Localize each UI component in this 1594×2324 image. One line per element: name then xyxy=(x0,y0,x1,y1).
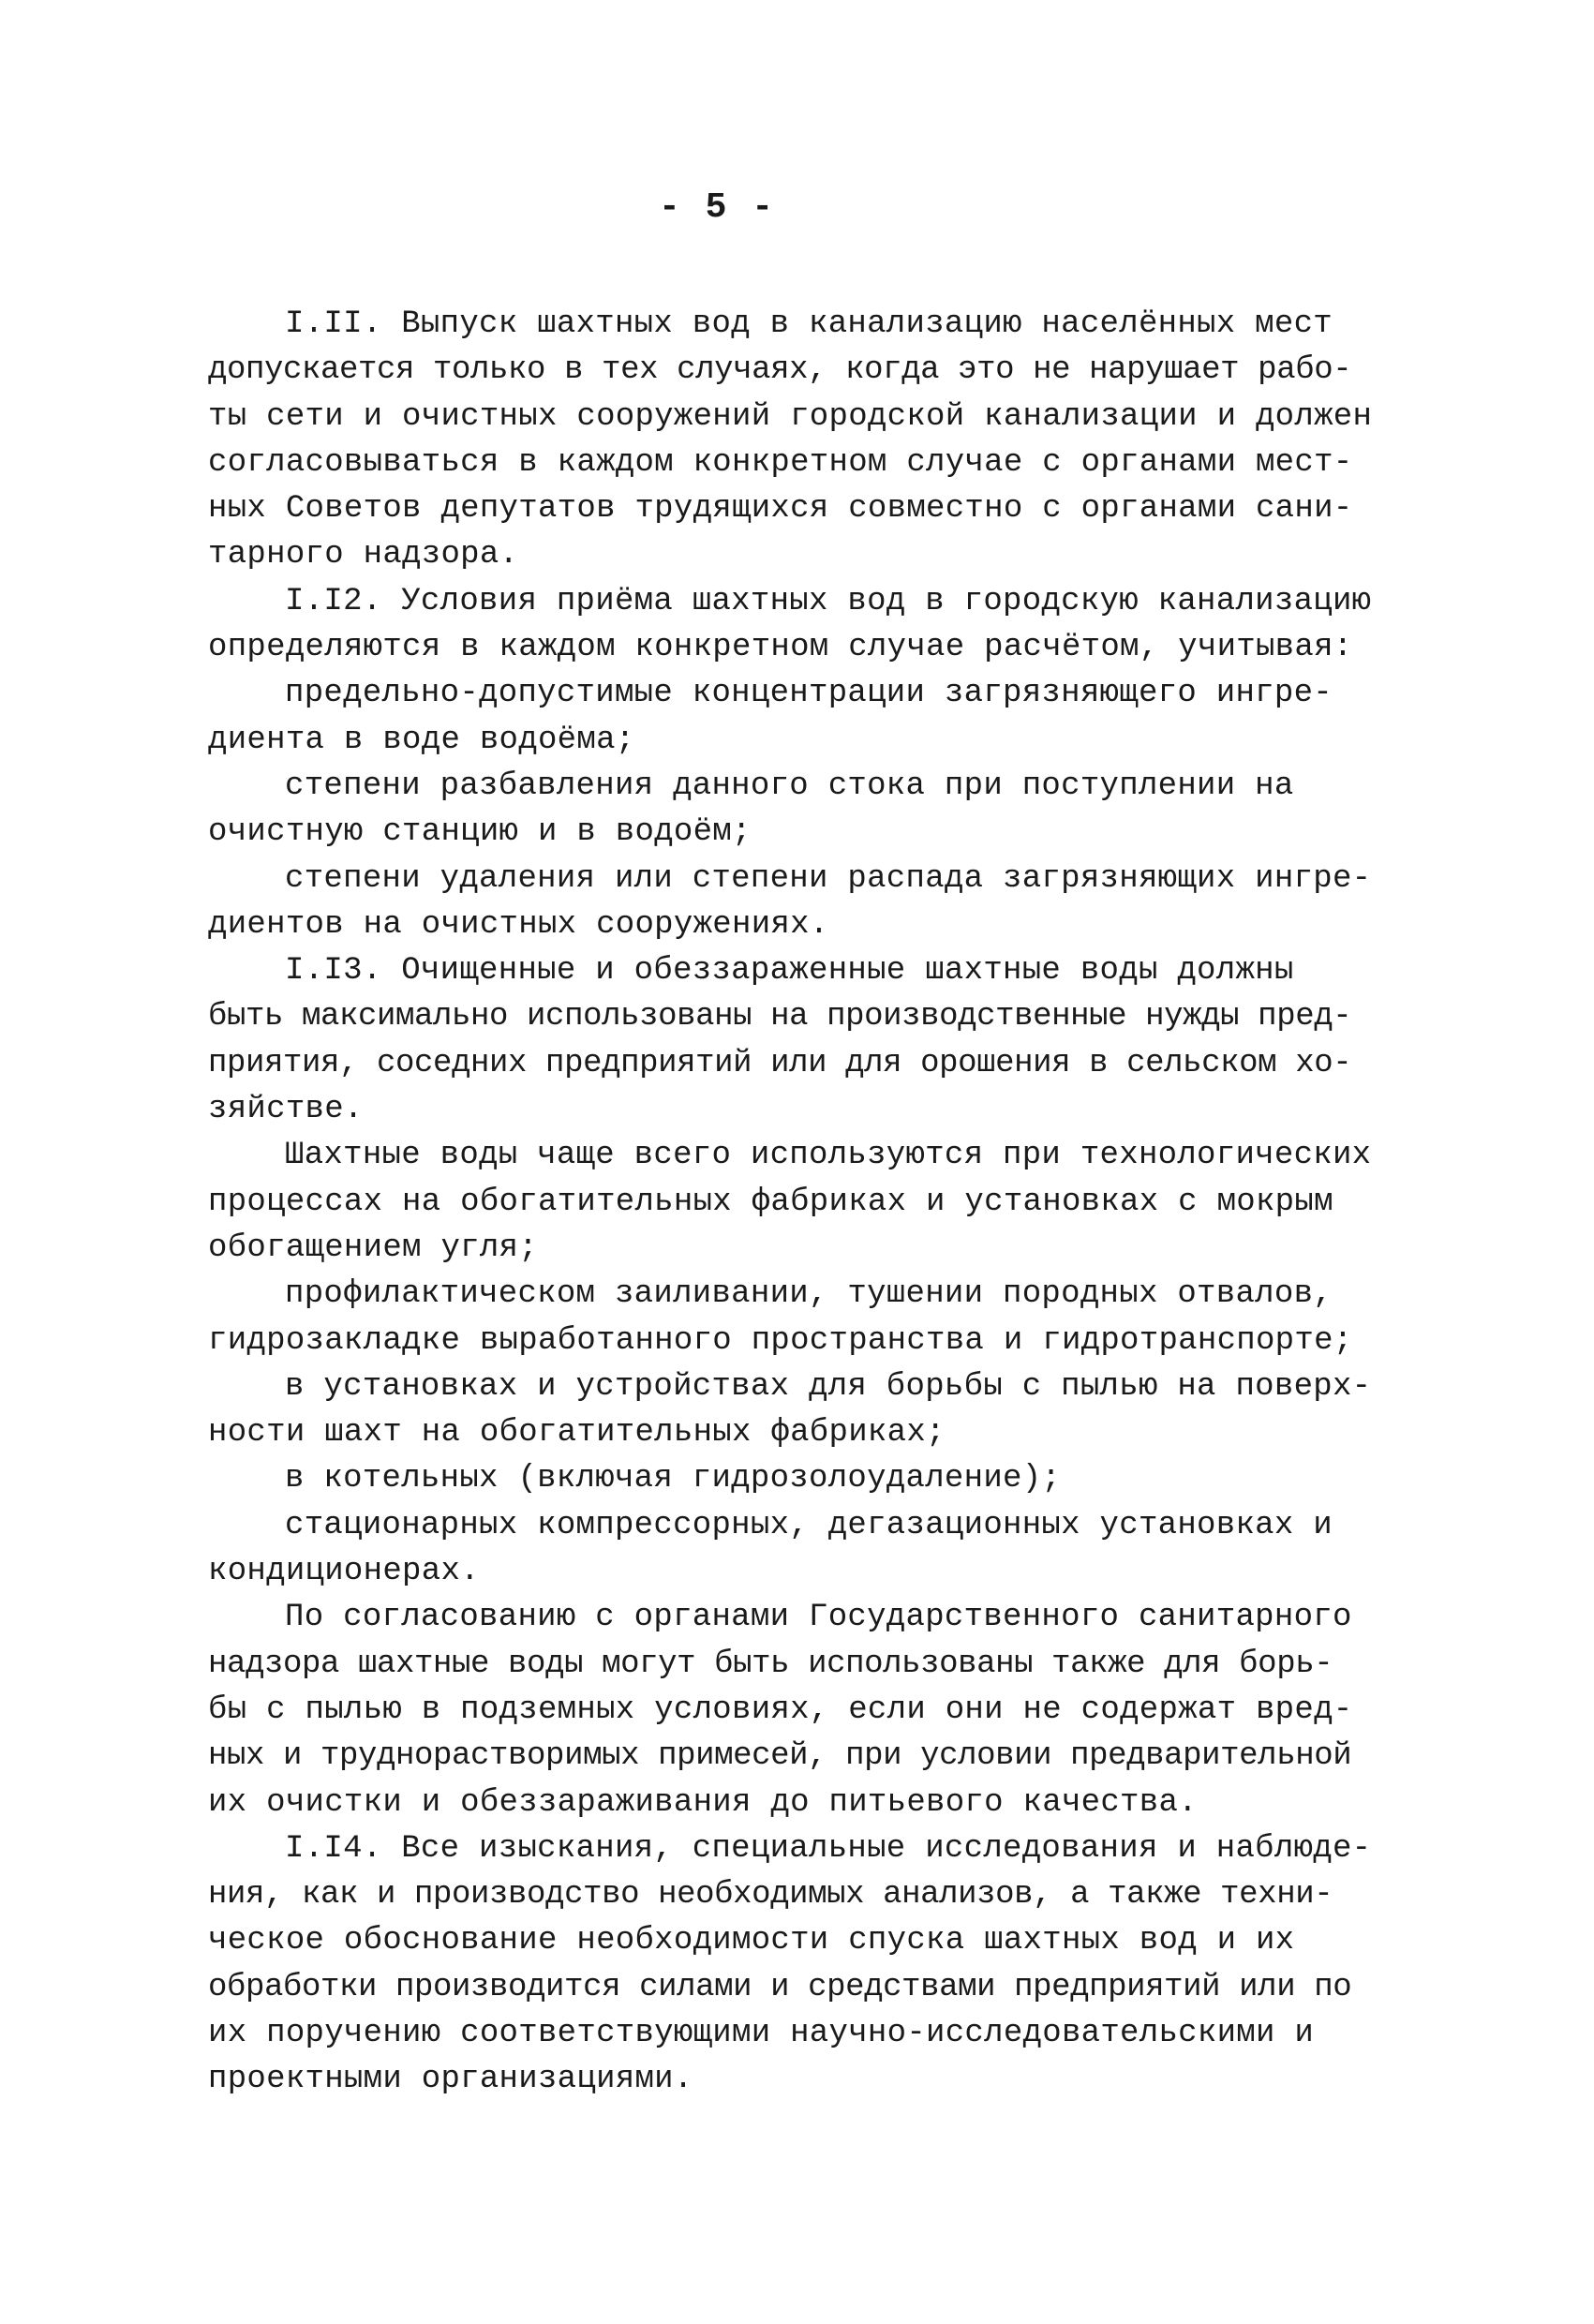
text-line: профилактическом заиливании, тушении породных отвалов, xyxy=(285,1276,1333,1313)
text-line: проектными организациями. xyxy=(208,2062,693,2098)
text-line: предельно-допустимые концентрации загрязняющего ингре- xyxy=(285,676,1333,712)
text-line: Шахтные воды чаще всего используются при технологических xyxy=(285,1138,1372,1174)
text-line: гидрозакладке выработанного пространства и гидротранспорте; xyxy=(208,1322,1353,1359)
text-line: тарного надзора. xyxy=(208,537,519,574)
text-line: I.I4. Все изыскания, специальные исследования и наблюде- xyxy=(285,1830,1372,1867)
text-line: степени удаления или степени распада загрязняющих ингре- xyxy=(285,860,1372,897)
text-line: I.I2. Условия приёма шахтных вод в городскую канализацию xyxy=(285,583,1372,619)
text-line: в котельных (включая гидрозолоудаление); xyxy=(285,1461,1062,1497)
text-line: их очистки и обеззараживания до питьевого качества. xyxy=(208,1784,1198,1821)
text-line: определяются в каждом конкретном случае расчётом, учитывая: xyxy=(208,630,1353,666)
text-line: ных Советов депутатов трудящихся совместно с органами сани- xyxy=(208,491,1353,528)
text-line: их поручению соответствующими научно-исследовательскими и xyxy=(208,2015,1315,2051)
text-line: очистную станцию и в водоём; xyxy=(208,814,752,851)
text-line: процессах на обогатительных фабриках и установках с мокрым xyxy=(208,1184,1333,1220)
text-line: согласовываться в каждом конкретном случае с органами мест- xyxy=(208,444,1353,481)
text-line: быть максимально использованы на производственные нужды пред- xyxy=(208,999,1352,1035)
text-line: По согласованию с органами Государственного санитарного xyxy=(285,1600,1352,1636)
text-line: приятия, соседних предприятий или для орошения в сельском хо- xyxy=(208,1045,1352,1081)
text-line: ности шахт на обогатительных фабриках; xyxy=(208,1415,946,1452)
text-line: обработки производится силами и средствами предприятий или по xyxy=(208,1969,1352,2005)
text-line: надзора шахтные воды могут быть использованы также для борь- xyxy=(208,1646,1333,1682)
text-line: ты сети и очистных сооружений городской канализации и должен xyxy=(208,398,1373,435)
text-line: диента в воде водоёма; xyxy=(208,722,635,758)
text-line: стационарных компрессорных, дегазационных установках и xyxy=(285,1507,1333,1543)
text-line: диентов на очистных сооружениях. xyxy=(208,906,829,943)
text-line: ния, как и производство необходимых анализов, а также техни- xyxy=(208,1877,1333,1914)
text-line: допускается только в тех случаях, когда это не нарушает рабо- xyxy=(208,352,1352,389)
text-line: в установках и устройствах для борьбы с пылью на поверх- xyxy=(285,1368,1372,1405)
text-line: бы с пылью в подземных условиях, если они не содержат вред- xyxy=(208,1691,1353,1728)
text-line: I.II. Выпуск шахтных вод в канализацию населённых мест xyxy=(285,306,1333,342)
page-number: - 5 - xyxy=(658,187,776,228)
document-body xyxy=(208,302,1426,2104)
text-line: зяйстве. xyxy=(208,1092,364,1128)
text-line: степени разбавления данного стока при поступлении на xyxy=(285,767,1294,804)
text-line: кондиционерах. xyxy=(208,1554,480,1590)
text-line: I.I3. Очищенные и обеззараженные шахтные воды должны xyxy=(285,953,1294,990)
text-line: ческое обоснование необходимости спуска шахтных вод и их xyxy=(208,1923,1295,1959)
text-line: обогащением угля; xyxy=(208,1229,538,1266)
text-line: ных и труднорастворимых примесей, при условии предварительной xyxy=(208,1738,1352,1775)
